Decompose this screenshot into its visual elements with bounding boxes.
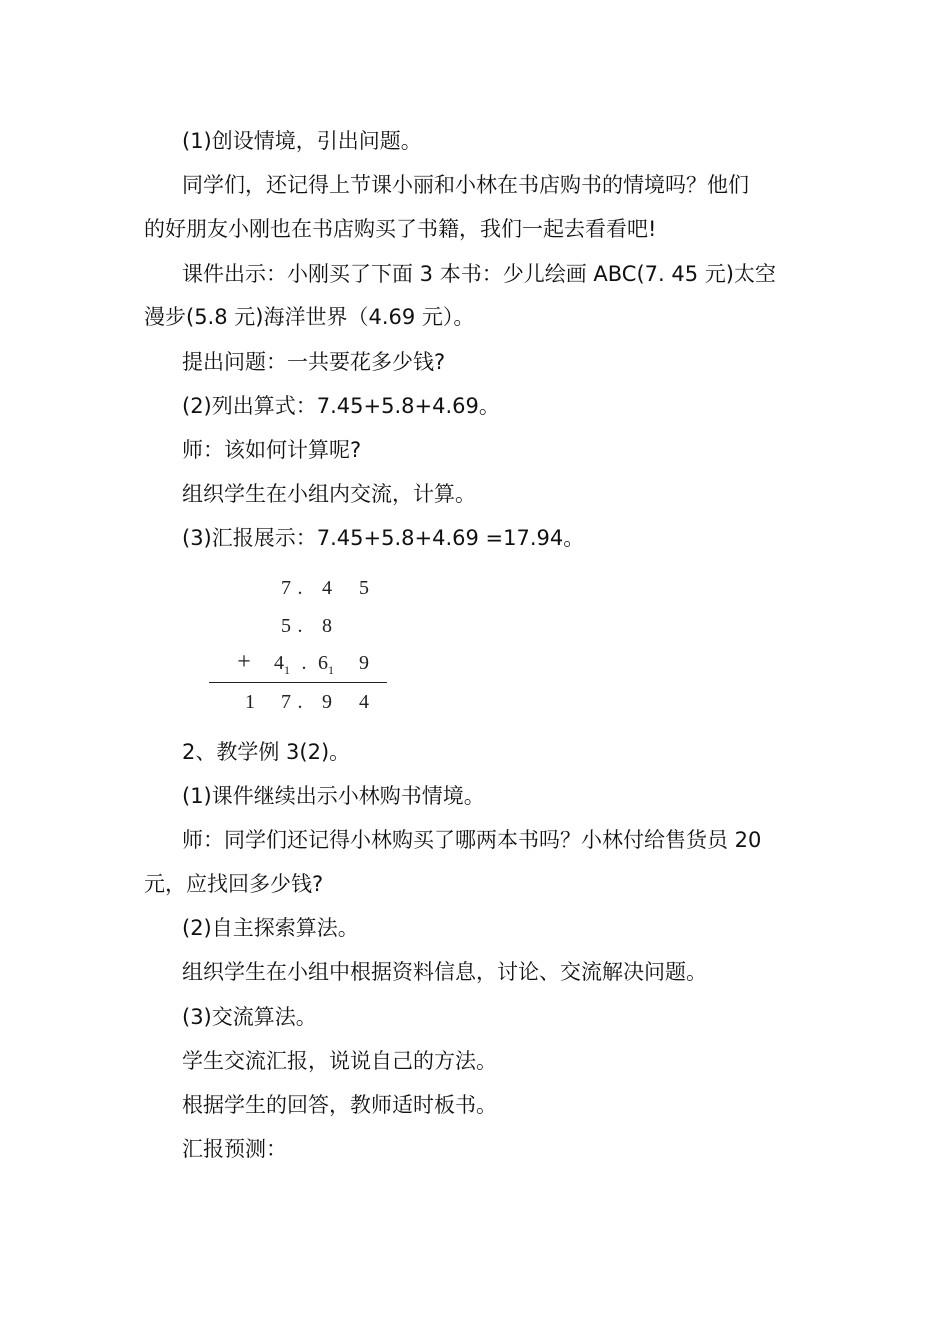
carry-mark: 1 — [328, 663, 334, 677]
result-digit: 7 — [281, 691, 291, 713]
sum-line — [209, 682, 387, 683]
calc-digit: $6_1$ — [318, 652, 334, 677]
paragraph-15: (2)自主探索算法。 — [182, 916, 359, 940]
paragraph-5: 漫步(5.8 元)海洋世界（4.69 元）。 — [144, 305, 475, 329]
paragraph-16: 组织学生在小组中根据资料信息，讨论、交流解决问题。 — [182, 960, 707, 984]
paragraph-7: (2)列出算式：7.45+5.8+4.69。 — [182, 394, 500, 418]
calc-digit: 5 — [281, 615, 291, 637]
result-digit: . — [297, 691, 303, 713]
carry-mark: 1 — [284, 663, 290, 677]
vertical-addition — [205, 570, 395, 720]
paragraph-19: 根据学生的回答，教师适时板书。 — [182, 1093, 497, 1117]
calc-digit: 7 — [281, 577, 291, 599]
calc-digit: . — [297, 577, 303, 599]
paragraph-13: 师：同学们还记得小林购买了哪两本书吗？小林付给售货员 20 — [182, 828, 762, 852]
paragraph-11: 2、教学例 3(2)。 — [182, 740, 351, 764]
paragraph-9: 组织学生在小组内交流，计算。 — [182, 482, 476, 506]
paragraph-20: 汇报预测： — [182, 1137, 287, 1161]
calc-digit: 9 — [359, 652, 369, 674]
plus-sign: + — [237, 649, 251, 675]
paragraph-12: (1)课件继续出示小林购书情境。 — [182, 784, 485, 808]
calc-digit: $4_1$ — [274, 652, 290, 677]
paragraph-6: 提出问题：一共要花多少钱? — [182, 350, 446, 374]
paragraph-3: 的好朋友小刚也在书店购买了书籍，我们一起去看看吧! — [144, 217, 657, 241]
paragraph-10: (3)汇报展示：7.45+5.8+4.69 =17.94。 — [182, 526, 585, 550]
result-digit: 4 — [359, 691, 369, 713]
paragraph-17: (3)交流算法。 — [182, 1005, 317, 1029]
paragraph-8: 师：该如何计算呢? — [182, 438, 362, 462]
result-digit: 1 — [245, 691, 255, 713]
result-digit: 9 — [322, 691, 332, 713]
calc-digit: 4 — [322, 577, 332, 599]
calc-digit: 8 — [322, 615, 332, 637]
calc-digit: . — [301, 652, 307, 674]
paragraph-1: (1)创设情境，引出问题。 — [182, 129, 422, 153]
calc-digit: 5 — [359, 577, 369, 599]
paragraph-18: 学生交流汇报，说说自己的方法。 — [182, 1049, 497, 1073]
paragraph-4: 课件出示：小刚买了下面 3 本书：少儿绘画 ABC(7. 45 元)太空 — [182, 262, 776, 286]
calc-digit: . — [297, 615, 303, 637]
paragraph-2: 同学们，还记得上节课小丽和小林在书店购书的情境吗？他们 — [182, 173, 749, 197]
paragraph-14: 元，应找回多少钱? — [144, 872, 324, 896]
